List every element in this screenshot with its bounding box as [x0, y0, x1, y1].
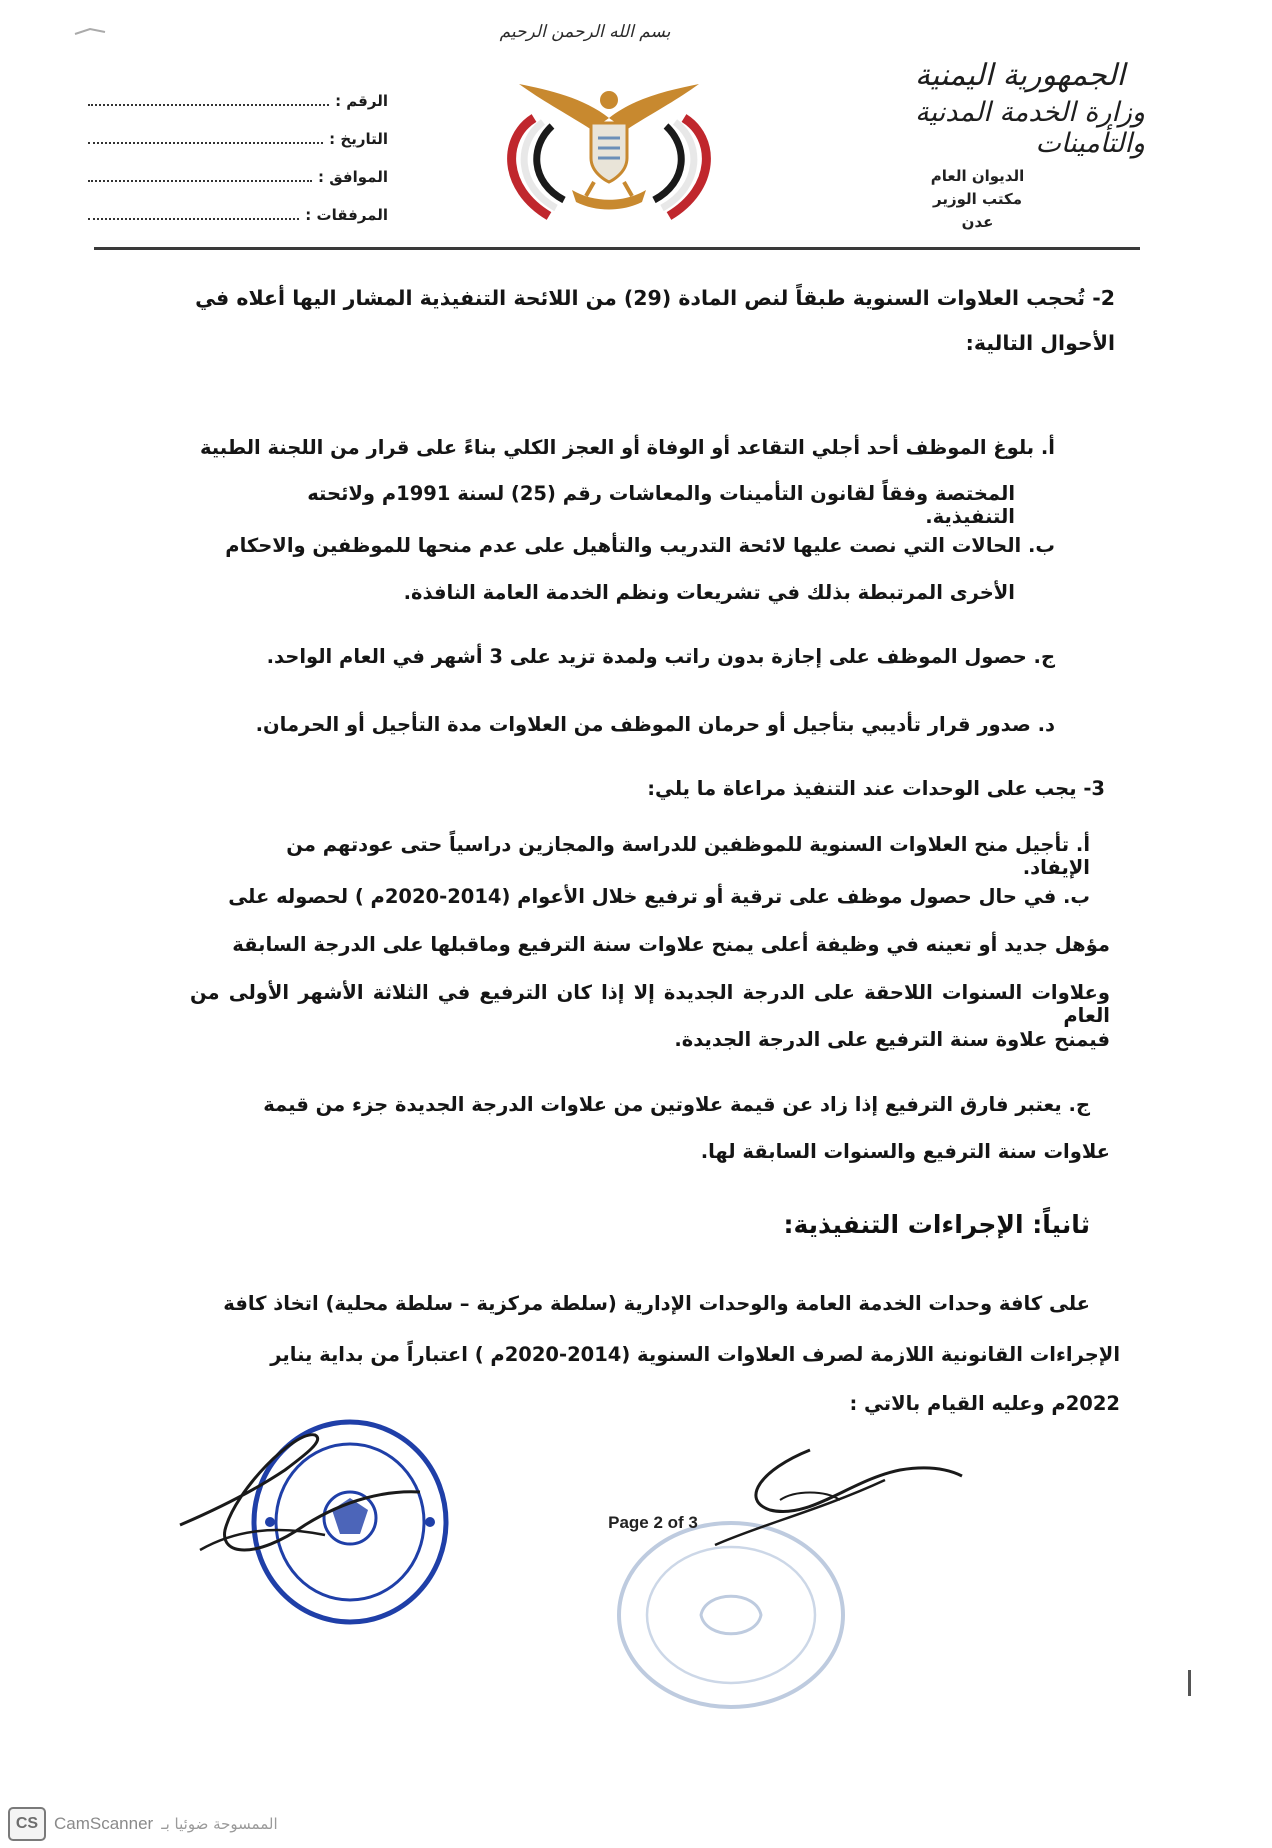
section2-item-b-line2: الأخرى المرتبطة بذلك في تشريعات ونظم الخدمة العامة النافذة.	[403, 581, 1015, 604]
ref-corresponding-row	[88, 148, 388, 186]
section2-item-a-line2: المختصة وفقاً لقانون التأمينات والمعاشات رقم (25) لسنة 1991م ولائحته التنفيذية.	[307, 482, 1015, 528]
ref-attachments-row	[88, 186, 388, 224]
city-label: عدن	[961, 213, 994, 231]
section2-intro-line2: الأحوال التالية:	[965, 331, 1115, 355]
office-name	[870, 165, 1145, 234]
scanner-watermark	[8, 1808, 278, 1840]
scan-mark	[1188, 1670, 1192, 1696]
minister-office-label: مكتب الوزير	[932, 190, 1022, 208]
general-office-label: الديوان العام	[930, 167, 1025, 185]
section3-item-a: أ. تأجيل منح العلاوات السنوية للموظفين للدراسة والمجازين دراسياً حتى عودتهم من الإيفاد.	[286, 833, 1090, 879]
ref-attachments-label: المرفقات :	[305, 206, 388, 224]
section3-item-b-line4: فيمنح علاوة سنة الترفيع على الدرجة الجديدة.	[674, 1028, 1110, 1051]
ref-number-label: الرقم :	[335, 92, 388, 110]
secondly-line3: 2022م وعليه القيام بالاتي :	[849, 1392, 1120, 1415]
ref-corresponding-label: الموافق :	[318, 168, 388, 186]
secondly-line2: الإجراءات القانونية اللازمة لصرف العلاوات السنوية (2014-2020م ) اعتباراً من بداية يناير	[270, 1343, 1120, 1366]
corner-mark	[70, 14, 130, 44]
section3-item-c-line1: ج. يعتبر فارق الترفيع إذا زاد عن قيمة علاوتين من علاوات الدرجة الجديدة جزء من قيمة	[263, 1093, 1090, 1116]
section3-item-b-line1: ب. في حال حصول موظف على ترقية أو ترفيع خلال الأعوام (2014-2020م ) لحصوله على	[228, 885, 1090, 908]
page-number: Page 2 of 3	[608, 1513, 698, 1532]
header-divider	[94, 247, 1140, 250]
secondly-heading: ثانياً: الإجراءات التنفيذية:	[783, 1210, 1090, 1239]
republic-name: الجمهورية اليمنية	[914, 58, 1125, 93]
scanned-by-label: الممسوحة ضوئيا بـ	[161, 1815, 278, 1833]
ref-number-dots	[88, 92, 329, 106]
camscanner-logo: CS	[8, 1807, 46, 1841]
ref-corresponding-dots	[88, 168, 312, 182]
ref-attachments-dots	[88, 206, 299, 220]
section3-item-b-line2: مؤهل جديد أو تعينه في وظيفة أعلى يمنح علاوات سنة الترفيع وماقبلها على الدرجة السابقة	[232, 933, 1110, 956]
section2-item-b-line1: ب. الحالات التي نصت عليها لائحة التدريب والتأهيل على عدم منحها للموظفين والاحكام	[225, 534, 1055, 557]
ministry-header	[870, 58, 1145, 234]
left-signature	[175, 1430, 425, 1580]
reference-fields	[88, 72, 388, 224]
basmala: بسم الله الرحمن الرحيم	[499, 22, 671, 42]
right-signature	[700, 1440, 970, 1550]
section3-title: 3- يجب على الوحدات عند التنفيذ مراعاة ما يلي:	[647, 777, 1105, 800]
ref-date-dots	[88, 130, 323, 144]
section2-item-c: ج. حصول الموظف على إجازة بدون راتب ولمدة تزيد على 3 أشهر في العام الواحد.	[266, 645, 1055, 668]
ministry-name: وزارة الخدمة المدنية والتأمينات	[915, 97, 1145, 159]
ref-date-row	[88, 110, 388, 148]
section3-item-b-line3: وعلاوات السنوات اللاحقة على الدرجة الجديدة إلا إذا كان الترفيع في الثلاثة الأشهر الأولى من العام	[190, 981, 1110, 1027]
section2-item-d: د. صدور قرار تأديبي بتأجيل أو حرمان الموظف من العلاوات مدة التأجيل أو الحرمان.	[255, 713, 1055, 736]
camscanner-label: CamScanner	[54, 1814, 154, 1833]
section2-intro-line1: 2- تُحجب العلاوات السنوية طبقاً لنص المادة (29) من اللائحة التنفيذية المشار اليها أعلاه في	[195, 286, 1115, 310]
section3-item-c-line2: علاوات سنة الترفيع والسنوات السابقة لها.	[700, 1140, 1110, 1163]
eagle-emblem-icon	[494, 78, 724, 228]
ref-date-label: التاريخ :	[329, 130, 388, 148]
ref-number-row	[88, 72, 388, 110]
section2-item-a-line1: أ. بلوغ الموظف أحد أجلي التقاعد أو الوفاة أو العجز الكلي بناءً على قرار من اللجنة الطبية	[199, 436, 1055, 459]
secondly-line1: على كافة وحدات الخدمة العامة والوحدات الإدارية (سلطة مركزية – سلطة محلية) اتخاذ كافة	[223, 1292, 1090, 1315]
